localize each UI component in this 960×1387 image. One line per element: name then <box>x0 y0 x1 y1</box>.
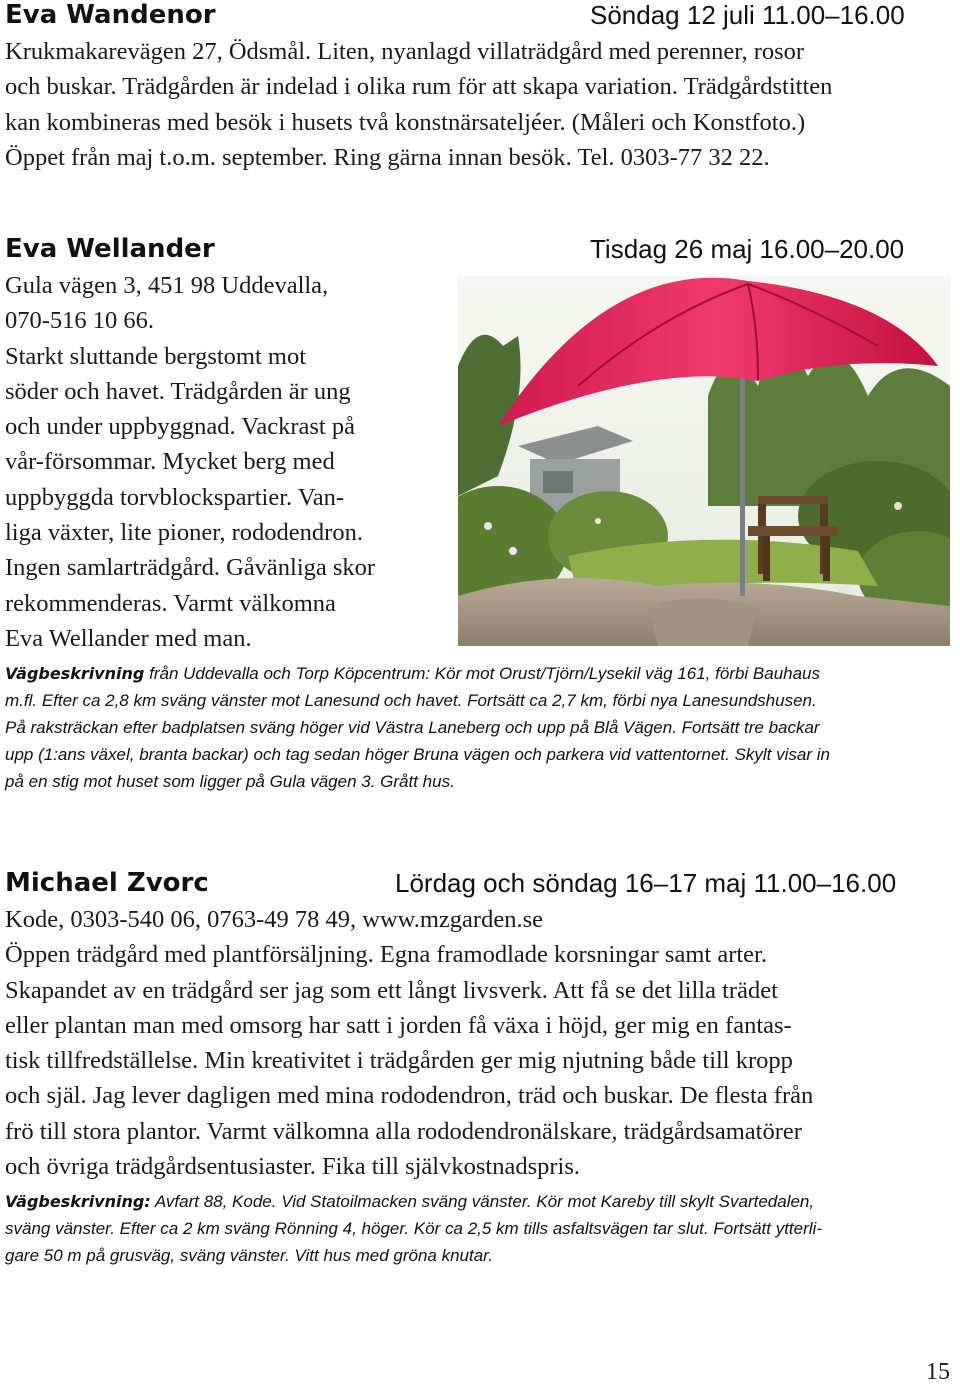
entry-header <box>5 0 950 34</box>
text-line: liga växter, lite pioner, rododendron. <box>5 519 363 547</box>
entry-name: Eva Wellander <box>5 234 215 264</box>
text-line: frö till stora plantor. Varmt välkomna alla rododendronälskare, trädgårdsamatörer <box>5 1117 802 1145</box>
directions-line: på en stig mot huset som ligger på Gula vägen 3. Grått hus. <box>5 772 455 792</box>
directions-line: På raksträckan efter badplatsen sväng höger vid Västra Laneberg och upp på Blå Vägen. Fortsätt tre backar <box>5 718 820 738</box>
entry-name: Michael Zvorc <box>5 868 209 898</box>
entry-header <box>5 868 950 902</box>
text-line: tisk tillfredställelse. Min kreativitet i trädgården ger mig njutning både till kropp <box>5 1047 793 1075</box>
entry-date: Lördag och söndag 16–17 maj 11.00–16.00 <box>395 868 897 898</box>
directions-line: gare 50 m på grusväg, sväng vänster. Vitt hus med gröna knutar. <box>5 1246 493 1266</box>
entry-eva-wandenor <box>5 0 950 175</box>
text-line: 070-516 10 66. <box>5 307 155 335</box>
directions-label: Vägbeskrivning <box>5 664 145 684</box>
entry-description <box>5 902 950 1184</box>
text-line: Ingen samlarträdgård. Gåvänliga skor <box>5 554 376 582</box>
text-line: Öppen trädgård med plantförsäljning. Egna framodlade korsningar samt arter. <box>5 941 767 969</box>
text-line: uppbyggda torvblockspartier. Van- <box>5 483 345 511</box>
directions <box>5 1188 950 1269</box>
text-line: Öppet från maj t.o.m. september. Ring gärna innan besök. Tel. 0303-77 32 22. <box>5 143 770 171</box>
directions-line <box>5 660 950 687</box>
text-line: rekommenderas. Varmt välkomna <box>5 589 336 617</box>
text-line: och själ. Jag lever dagligen med mina rododendron, träd och buskar. De flesta från <box>5 1082 814 1110</box>
text-line: Eva Wellander med man. <box>5 624 252 652</box>
garden-photo <box>458 276 950 646</box>
text-line: och buskar. Trädgården är indelad i olika rum för att skapa variation. Trädgårdstitten <box>5 73 833 101</box>
directions-line: m.fl. Efter ca 2,8 km sväng vänster mot Lanesund och havet. Fortsätt ca 2,7 km, förbi nya Lanesundshusen. <box>5 691 817 711</box>
page-number: 15 <box>926 1359 950 1385</box>
text-line: Gula vägen 3, 451 98 Uddevalla, <box>5 272 329 299</box>
entry-date: Söndag 12 juli 11.00–16.00 <box>590 0 905 30</box>
directions-line <box>5 1188 950 1215</box>
directions <box>5 660 950 795</box>
text-line: Kode, 0303-540 06, 0763-49 78 49, www.mzgarden.se <box>5 906 543 933</box>
entry-date: Tisdag 26 maj 16.00–20.00 <box>590 234 905 264</box>
text-line: och under uppbyggnad. Vackrast på <box>5 413 355 441</box>
text-line: söder och havet. Trädgården är ung <box>5 377 351 405</box>
text-line: eller plantan man med omsorg har satt i jorden få växa i höjd, ger mig en fantas- <box>5 1011 792 1039</box>
directions-text: Avfart 88, Kode. Vid Statoilmacken sväng vänster. Kör mot Kareby till skylt Svartedalen, <box>150 1192 815 1212</box>
directions-label: Vägbeskrivning: <box>5 1192 151 1212</box>
entry-name: Eva Wandenor <box>5 0 216 30</box>
entry-michael-zvorc <box>5 868 950 1269</box>
text-line: Starkt sluttande bergstomt mot <box>5 342 307 370</box>
text-line: kan kombineras med besök i husets två konstnärsateljéer. (Måleri och Konstfoto.) <box>5 108 806 136</box>
entry-header <box>5 234 950 268</box>
text-line: Skapandet av en trädgård ser jag som ett långt livsverk. Att få se det lilla trädet <box>5 976 778 1004</box>
directions-line: upp (1:ans växel, branta backar) och tag sedan höger Bruna vägen och parkera vid vattentornet. Skylt visar in <box>5 745 830 765</box>
text-line: Krukmakarevägen 27, Ödsmål. Liten, nyanlagd villaträdgård med perenner, rosor <box>5 38 805 65</box>
text-line: vår-försommar. Mycket berg med <box>5 448 335 476</box>
entry-description <box>5 34 950 175</box>
directions-text: från Uddevalla och Torp Köpcentrum: Kör mot Orust/Tjörn/Lysekil väg 161, förbi Bauhaus <box>144 664 821 684</box>
text-line: och övriga trädgårdsentusiaster. Fika till självkostnadspris. <box>5 1153 580 1181</box>
directions-line: sväng vänster. Efter ca 2 km sväng Rönning 4, höger. Kör ca 2,5 km tills asfaltsvägen tar slut. Fortsätt ytterli- <box>5 1219 822 1239</box>
garden-umbrella-illustration <box>458 276 950 646</box>
